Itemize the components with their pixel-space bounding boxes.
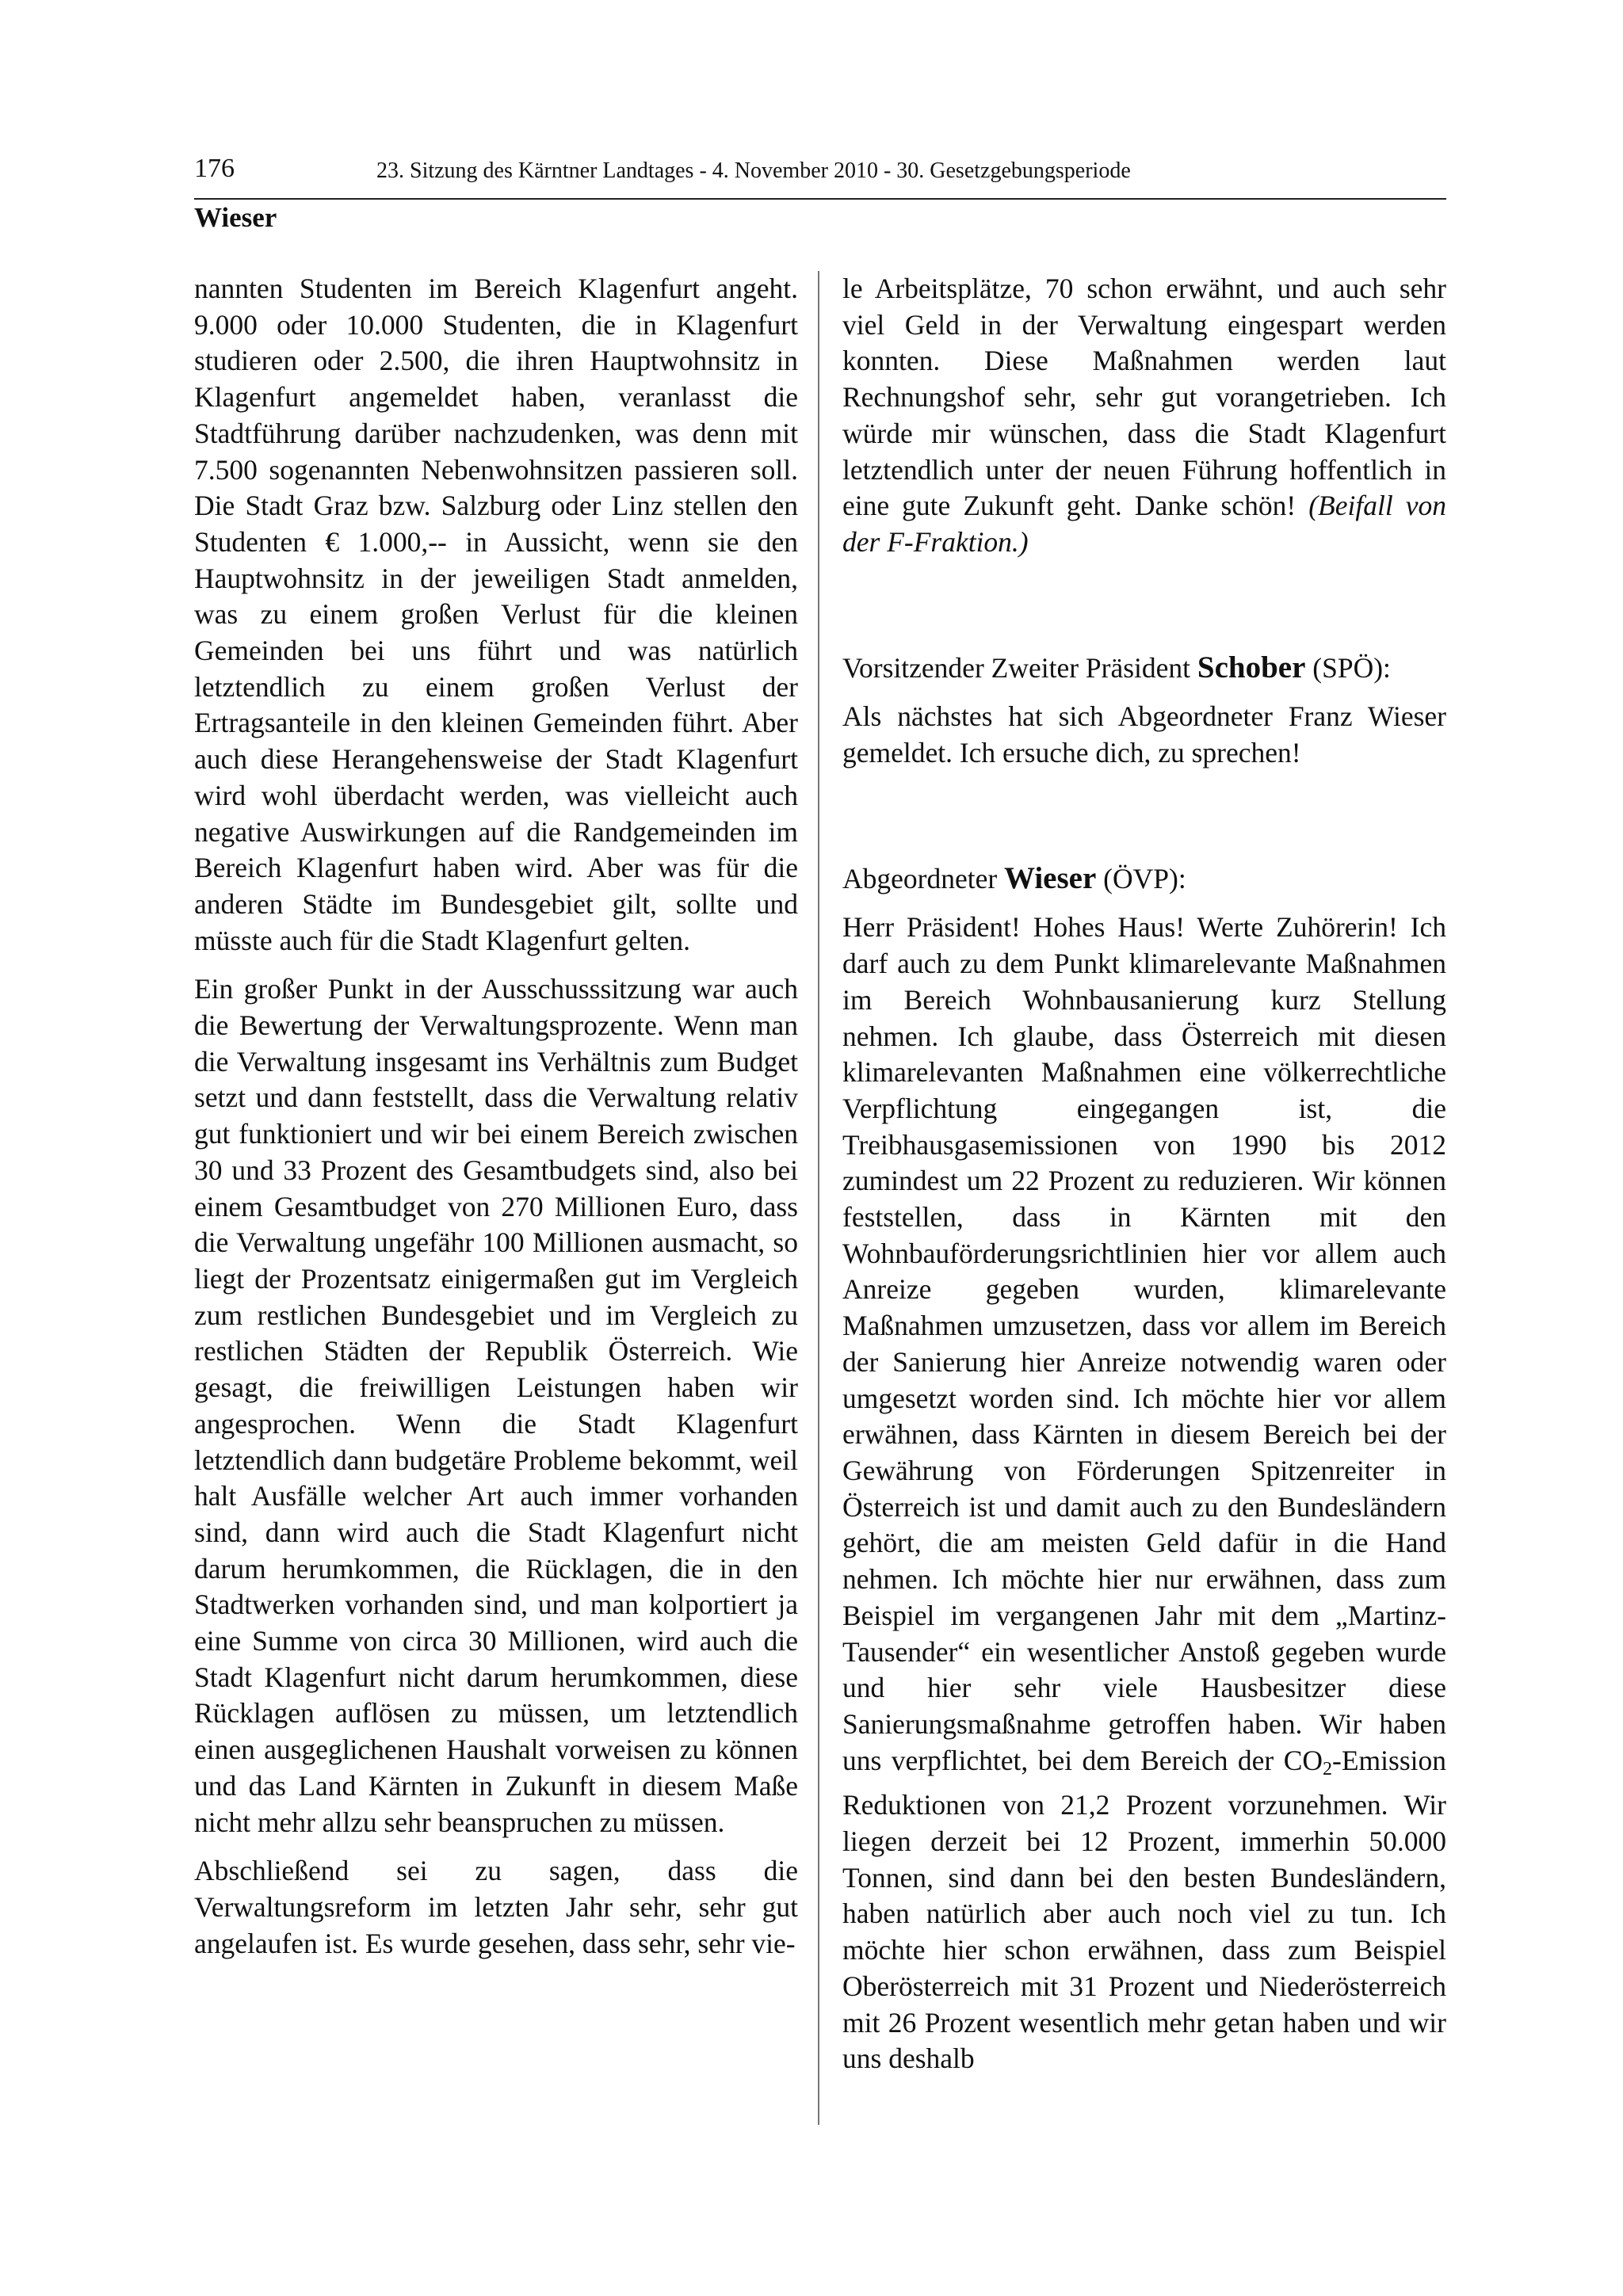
left-column xyxy=(194,271,798,1974)
speaker-name: Wieser xyxy=(1004,860,1097,895)
speaker-intro xyxy=(842,860,1446,898)
speaker-title: Abgeordneter xyxy=(842,862,998,894)
co2-subscript: 2 xyxy=(1323,1758,1333,1779)
page-number: 176 xyxy=(194,154,235,183)
paragraph: Ein großer Punkt in der Ausschusssitzung war auch die Bewertung der Verwaltungsprozente. Wenn man die Verwaltung insgesamt ins Verhältnis zum Budget setzt und dann feststellt, dass die Verwaltung relativ gut funktioniert und wir bei einem Bereich zwischen 30 und 33 Prozent des Gesamtbudgets sind, also bei einem Gesamtbudget von 270 Millionen Euro, dass die Verwaltung ungefähr 100 Millionen ausmacht, so liegt der Prozentsatz einigermaßen gut im Vergleich zum restlichen Bundesgebiet und im Vergleich zu restlichen Städten der Republik Österreich. Wie gesagt, die freiwilligen Leistungen haben wir angesprochen. Wenn die Stadt Klagenfurt letztendlich dann budgetäre Probleme bekommt, weil halt Ausfälle welcher Art auch immer vorhanden sind, dann wird auch die Stadt Klagenfurt nicht darum herumkommen, die Rücklagen, die in den Stadtwerken vorhanden sind, und man kolportiert ja eine Summe von circa 30 Millionen, wird auch die Stadt Klagenfurt nicht darum herumkommen, diese Rücklagen auflösen zu müssen, um letztendlich einen ausgeglichenen Haushalt vorweisen zu können und das Land Kärnten in Zukunft in diesem Maße nicht mehr allzu sehr beanspruchen zu müssen. xyxy=(194,973,798,1838)
paragraph xyxy=(842,271,1446,561)
chair-party: (SPÖ): xyxy=(1312,651,1391,684)
column-divider xyxy=(818,271,819,2125)
page-header xyxy=(194,154,1446,200)
chair-title: Vorsitzender Zweiter Präsident xyxy=(842,651,1191,684)
chair-name: Schober xyxy=(1197,650,1306,685)
running-title: 23. Sitzung des Kärntner Landtages - 4. November 2010 - 30. Gesetzgebungsperiode xyxy=(376,158,1131,183)
right-column xyxy=(842,271,1446,2090)
spacer xyxy=(842,574,1446,650)
paragraph: nannten Studenten im Bereich Klagenfurt angeht. 9.000 oder 10.000 Studenten, die in Klagenfurt studieren oder 2.500, die ihren Hauptwohnsitz in Klagenfurt angemeldet haben, veranlasst die Stadtführung darüber nachzudenken, was denn mit 7.500 sogenannten Nebenwohnsitzen passieren soll. Die Stadt Graz bzw. Salzburg oder Linz stellen den Studenten € 1.000,-- in Aussicht, wenn sie den Hauptwohnsitz in der jeweiligen Stadt anmelden, was zu einem großen Verlust für die kleinen Gemeinden bei uns führt und was natürlich letztendlich zu einem großen Verlust der Ertragsanteile in den kleinen Gemeinden führt. Aber auch diese Herangehensweise der Stadt Klagenfurt wird wohl überdacht werden, was vielleicht auch negative Auswirkungen auf die Randgemeinden im Bereich Klagenfurt haben wird. Aber was für die anderen Städte im Bundesgebiet gilt, sollte und müsste auch für die Stadt Klagenfurt gelten. xyxy=(194,273,798,956)
spacer xyxy=(842,784,1446,860)
chair-text: Als nächstes hat sich Abgeordneter Franz Wieser gemeldet. Ich ersuche dich, zu sprechen! xyxy=(842,700,1446,769)
paragraph: Abschließend sei zu sagen, dass die Verwaltungsreform im letzten Jahr sehr, sehr gut angelaufen ist. Es wurde gesehen, dass sehr, sehr vie- xyxy=(194,1855,798,1959)
running-speaker-name: Wieser xyxy=(194,202,277,233)
speaker-party: (ÖVP): xyxy=(1103,862,1186,894)
continuation-text: le Arbeitsplätze, 70 schon erwähnt, und auch sehr viel Geld in der Verwaltung eingespart werden konnten. Diese Maßnahmen werden laut Rechnungshof sehr, sehr gut vorangetrieben. Ich würde mir wünschen, dass die Stadt Klagenfurt letztendlich unter der neuen Führung hoffentlich in eine gute Zukunft geht. Danke schön! xyxy=(842,273,1446,522)
speech-text: Herr Präsident! Hohes Haus! Werte Zuhörerin! Ich darf auch zu dem Punkt klimarelevante Maßnahmen im Bereich Wohnbausanierung kurz Stellung nehmen. Ich glaube, dass Österreich mit diesen klimarelevanten Maßnahmen eine völkerrechtliche Verpflichtung eingegangen ist, die Treibhausgasemissionen von 1990 bis 2012 zumindest um 22 Prozent zu reduzieren. Wir können feststellen, dass in Kärnten mit den Wohnbauförderungsrichtlinien hier vor allem auch Anreize gegeben wurden, klimarelevante Maßnahmen umzusetzen, dass vor allem im Bereich der Sanierung hier Anreize notwendig waren oder umgesetzt worden sind. Ich möchte hier vor allem erwähnen, dass Kärnten in diesem Bereich bei der Gewährung von Förderungen Spitzenreiter in Österreich ist und damit auch zu den Bundesländern gehört, die am meisten Geld dafür in die Hand nehmen. Ich möchte hier nur erwähnen, dass zum Beispiel im vergangenen Jahr mit dem „Martinz-Tausender“ ein wesentlicher Anstoß gegeben wurde und hier sehr viele Hausbesitzer diese Sanierungsmaßnahme getroffen haben. Wir haben uns verpflichtet, bei dem Bereich der $CO_2$-Emission Reduktionen von 21,2 Prozent vorzunehmen. Wir liegen derzeit bei 12 Prozent, immerhin 50.000 Tonnen, sind dann bei den besten Bundesländern, haben natürlich aber auch noch viel zu tun. Ich möchte hier schon erwähnen, dass zum Beispiel Oberösterreich mit 31 Prozent und Niederösterreich mit 26 Prozent wesentlich mehr getan haben und wir uns deshalb xyxy=(842,911,1446,2075)
applause-note: (Beifall von der F-Fraktion.) xyxy=(842,490,1447,558)
chair-intro xyxy=(842,650,1446,687)
